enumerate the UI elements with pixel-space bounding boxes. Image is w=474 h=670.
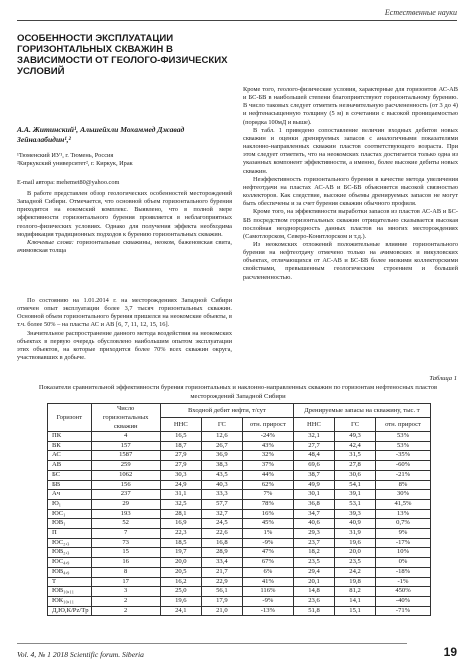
table-row <box>48 538 431 548</box>
horizon-cell: Т <box>48 577 92 587</box>
header-nns: ННС <box>293 418 334 432</box>
left-paragraph: Значительное распространение данного метода воздействия на неокомских объектах в первую очередь обусловлено наибольшим опытом эксплуатации этих объектов, на которые приходится более 70% всех скважин округа, участвовавших в добыче. <box>17 329 232 362</box>
header-well-count: Число горизонтальных скважин <box>91 404 160 432</box>
table-cell: 24,1 <box>160 606 201 616</box>
table-cell: 34,7 <box>293 509 334 519</box>
table-cell: 14,8 <box>293 587 334 597</box>
table-cell: -18% <box>376 567 431 577</box>
table-cell: 17 <box>91 577 160 587</box>
table-cell: 69,6 <box>293 461 334 471</box>
table-cell: 39,3 <box>335 509 376 519</box>
abstract-text: В работе представлен обзор геологических особенностей месторождений Западной Сибири. Отмечается, что основной объем горизонтального бурения приходится на еокомский комплекс. Выявлено, что в полной мере эффективности горизонтального бурения проявляется в неблагоприятных геолого-физических условиях. Однако для получения эффекта необходима модификация традиционных подходов к бурению горизонтальных скважин. <box>17 190 232 238</box>
table-cell: 30% <box>376 490 431 500</box>
table-cell: 22,3 <box>160 529 201 539</box>
table-cell: 23,7 <box>293 538 334 548</box>
table-cell: 31,9 <box>335 529 376 539</box>
table-cell: 31,1 <box>160 490 201 500</box>
table-row <box>48 567 431 577</box>
table-row <box>48 451 431 461</box>
affiliations <box>17 152 232 169</box>
table-row <box>48 587 431 597</box>
table-cell: -71% <box>376 606 431 616</box>
right-paragraph: Кроме того, на эффективности выработки запасов из пластов АС-АВ и БС-БВ посредством горизонтальных скважин отрицательно сказывается высокая послойная неоднородность данных пластов на многих месторождениях (Самотлорском, Северо-Конитлорском и т.д.). <box>243 208 458 240</box>
table-cell: 6% <box>242 567 293 577</box>
table-cell: 3 <box>91 587 160 597</box>
table-cell: 16,8 <box>201 538 242 548</box>
table-row <box>48 470 431 480</box>
table-cell: 450% <box>376 587 431 597</box>
table-cell: -9% <box>242 538 293 548</box>
header-horizon: Горизонт <box>48 404 92 432</box>
table-cell: 45% <box>242 519 293 529</box>
body-right-column <box>243 86 458 282</box>
table-cell: 18,2 <box>293 548 334 558</box>
table-cell: 41% <box>242 577 293 587</box>
article-authors: А.А. Житинский¹, Альшейхли Мохаммед Джавад Зейналабидин¹,² <box>17 125 185 144</box>
affiliation-2: ²Киркукский университет², г. Киркук, Ирак <box>17 160 133 168</box>
table-cell: 43% <box>242 441 293 451</box>
keywords-label: Ключевые слова: <box>27 238 74 246</box>
table-row <box>48 519 431 529</box>
table-label: Таблица 1 <box>429 375 457 382</box>
horizon-cell: ЮВ₁₀,₁₁ <box>48 587 92 597</box>
table-cell: 78% <box>242 499 293 509</box>
horizon-cell: ЮС₄,₉ <box>48 558 92 568</box>
table-row <box>48 509 431 519</box>
table-cell: 7 <box>91 529 160 539</box>
table-row <box>48 490 431 500</box>
efficiency-table <box>47 403 431 616</box>
table-cell: -40% <box>376 596 431 606</box>
table-cell: 49,3 <box>335 432 376 442</box>
table-cell: 81,2 <box>335 587 376 597</box>
table-cell: 27,9 <box>160 461 201 471</box>
table-cell: 37% <box>242 461 293 471</box>
table-cell: 8 <box>91 567 160 577</box>
table-cell: 21,0 <box>201 606 242 616</box>
table-cell: 9% <box>376 529 431 539</box>
table-cell: 29,4 <box>293 567 334 577</box>
table-cell: 1062 <box>91 470 160 480</box>
table-cell: 32,7 <box>201 509 242 519</box>
horizon-cell: ЮС₂,₃ <box>48 538 92 548</box>
horizon-cell: ЮВ₁ <box>48 519 92 529</box>
table-cell: 30,3 <box>160 470 201 480</box>
footer-citation: Vol. 4, № 1 2018 Scientific forum. Siberia <box>17 650 144 659</box>
body-left-column <box>17 297 232 362</box>
horizon-cell: ВК <box>48 441 92 451</box>
table-cell: 29,3 <box>293 529 334 539</box>
table-cell: 54,1 <box>335 480 376 490</box>
keywords-text: горизонтальные скважины, неоком, баженовская свита, ачимовская толща <box>17 238 232 255</box>
horizon-cell: АС <box>48 451 92 461</box>
journal-section-header: Естественные науки <box>384 8 457 17</box>
table-cell: 19,8 <box>335 577 376 587</box>
table-cell: 67% <box>242 558 293 568</box>
right-paragraph: Из неокомских отложений положительные влияние горизонтального бурения на нефтеотдачу отмечено только на ачимовских и викуловских объектах, отличающихся от АС-АВ и БС-БВ более низкими коллекторскими свойствами, превышенным геологическим строением и большей расчлененностью. <box>243 240 458 281</box>
table-row <box>48 499 431 509</box>
table-cell: 49,9 <box>293 480 334 490</box>
table-cell: 47% <box>242 548 293 558</box>
table-cell: 44% <box>242 470 293 480</box>
table-cell: 16% <box>242 509 293 519</box>
table-cell: 157 <box>91 441 160 451</box>
table-cell: 14,1 <box>335 596 376 606</box>
table-cell: 41,5% <box>376 499 431 509</box>
table-row <box>48 577 431 587</box>
table-cell: 1% <box>242 529 293 539</box>
table-cell: 27,8 <box>335 461 376 471</box>
table-row <box>48 548 431 558</box>
table-cell: 23,5 <box>335 558 376 568</box>
table-cell: -1% <box>376 577 431 587</box>
table-cell: 53,1 <box>335 499 376 509</box>
article-title: ОСОБЕННОСТИ ЭКСПЛУАТАЦИИ ГОРИЗОНТАЛЬНЫХ СКВАЖИН В ЗАВИСИМОСТИ ОТ ГЕОЛОГО-ФИЗИЧЕСКИХ УСЛОВИЙ <box>17 33 228 77</box>
table-row <box>48 441 431 451</box>
left-paragraph: По состоянию на 1.01.2014 г. на месторождениях Западной Сибири отмечен опыт эксплуатации более 3,7 тысяч горизонтальных скважин. Основной объем горизонтального бурения пришелся на неокомские объекты, в т.ч. более 50% – на пласты АС и АВ [6, 7, 11, 12, 15, 16]. <box>17 297 232 329</box>
table-cell: 24,9 <box>160 480 201 490</box>
table-cell: 2 <box>91 606 160 616</box>
table-cell: 25,0 <box>160 587 201 597</box>
table-cell: 53% <box>376 441 431 451</box>
table-cell: 32,5 <box>160 499 201 509</box>
table-cell: 73 <box>91 538 160 548</box>
table-cell: 16,5 <box>160 432 201 442</box>
table-cell: 40,6 <box>293 519 334 529</box>
table-cell: 2 <box>91 596 160 606</box>
table-cell: 16,9 <box>160 519 201 529</box>
header-rule <box>17 20 457 21</box>
page-number: 19 <box>443 645 457 659</box>
table-cell: 32% <box>242 451 293 461</box>
table-cell: 7% <box>242 490 293 500</box>
table-cell: 23,6 <box>293 596 334 606</box>
table-cell: 48,4 <box>293 451 334 461</box>
table-cell: 0,7% <box>376 519 431 529</box>
table-cell: 51,8 <box>293 606 334 616</box>
table-row <box>48 461 431 471</box>
abstract-block <box>17 190 232 255</box>
table-cell: -24% <box>242 432 293 442</box>
horizon-cell: ЮВ₂,₃ <box>48 548 92 558</box>
header-reserves-group: Дренируемые запасы на скважину, тыс. т <box>293 404 430 418</box>
table-cell: 38,7 <box>293 470 334 480</box>
horizon-cell: Ю₁ <box>48 499 92 509</box>
table-cell: 56,1 <box>201 587 242 597</box>
header-gs: ГС <box>335 418 376 432</box>
keywords-line <box>17 239 232 255</box>
table-cell: 28,1 <box>160 509 201 519</box>
table-cell: 22,9 <box>201 577 242 587</box>
table-cell: 33,4 <box>201 558 242 568</box>
table-cell: 36,8 <box>293 499 334 509</box>
table-cell: 8% <box>376 480 431 490</box>
table-cell: 57,7 <box>201 499 242 509</box>
table-cell: 42,4 <box>335 441 376 451</box>
table-cell: 31,5 <box>335 451 376 461</box>
table-cell: -9% <box>242 596 293 606</box>
table-cell: 28,9 <box>201 548 242 558</box>
table-cell: 19,6 <box>335 538 376 548</box>
table-caption: Показатели сравнительной эффективности бурения горизонтальных и наклонно-направленных скважин по горизонтам нефтеносных пластов месторождений Западной Сибири <box>38 384 438 400</box>
right-paragraph: В табл. 1 приведено сопоставление величин входных дебитов новых скважин и оценки дренируемых запасов с аналогичными показателями наклонно-направленных скважин пластов соответствующего возраста. При этом следует отметить, что на неокомских пластах достигается только одна из указанных компонент эффективности, а именно, более высокие дебиты новых скважин. <box>243 126 458 175</box>
table-cell: 30,1 <box>293 490 334 500</box>
table-cell: 13% <box>376 509 431 519</box>
table-cell: 20,5 <box>160 567 201 577</box>
table-cell: 52 <box>91 519 160 529</box>
table-cell: 16 <box>91 558 160 568</box>
table-cell: 39,1 <box>335 490 376 500</box>
footer-rule <box>17 643 407 644</box>
affiliation-1: ¹Тюменский ИУ¹, г. Тюмень, Россия <box>17 152 114 159</box>
table-cell: 259 <box>91 461 160 471</box>
table-cell: -17% <box>376 538 431 548</box>
table-row <box>48 432 431 442</box>
table-cell: 17,9 <box>201 596 242 606</box>
table-row <box>48 596 431 606</box>
author-email: E-mail автора: mehemet80@yahoo.com <box>17 179 120 186</box>
table-cell: 15,1 <box>335 606 376 616</box>
header-gs: ГС <box>201 418 242 432</box>
table-cell: 36,9 <box>201 451 242 461</box>
table-cell: 1587 <box>91 451 160 461</box>
table-cell: -21% <box>376 470 431 480</box>
table-cell: 24,2 <box>335 567 376 577</box>
table-cell: 27,7 <box>293 441 334 451</box>
horizon-cell: Д,Ю,К/Pz/Tр <box>48 606 92 616</box>
table-cell: 22,6 <box>201 529 242 539</box>
header-growth: отн. прирост <box>242 418 293 432</box>
horizon-cell: ЮС₁ <box>48 509 92 519</box>
table-cell: 16,2 <box>160 577 201 587</box>
table-cell: 62% <box>242 480 293 490</box>
table-cell: 40,9 <box>335 519 376 529</box>
horizon-cell: Ач <box>48 490 92 500</box>
table-cell: 19,7 <box>160 548 201 558</box>
table-cell: 43,5 <box>201 470 242 480</box>
table-cell: 12,6 <box>201 432 242 442</box>
table-cell: 18,5 <box>160 538 201 548</box>
horizon-cell: БС <box>48 470 92 480</box>
table-cell: 33,3 <box>201 490 242 500</box>
table-cell: 20,1 <box>293 577 334 587</box>
table-cell: 0% <box>376 558 431 568</box>
horizon-cell: ЮВ₄,₉ <box>48 567 92 577</box>
table-cell: 23,5 <box>293 558 334 568</box>
table-cell: 53% <box>376 432 431 442</box>
table-cell: 32,1 <box>293 432 334 442</box>
horizon-cell: ЮК₁₀,₁₁ <box>48 596 92 606</box>
table-cell: -35% <box>376 451 431 461</box>
table-cell: 193 <box>91 509 160 519</box>
table-cell: 116% <box>242 587 293 597</box>
table-cell: 40,3 <box>201 480 242 490</box>
horizon-cell: П <box>48 529 92 539</box>
table-cell: 30,6 <box>335 470 376 480</box>
table-cell: 20,0 <box>160 558 201 568</box>
table-cell: 24,5 <box>201 519 242 529</box>
table-row <box>48 558 431 568</box>
table-body <box>48 432 431 616</box>
table-cell: 10% <box>376 548 431 558</box>
table-row <box>48 529 431 539</box>
horizon-cell: АВ <box>48 461 92 471</box>
table-cell: 237 <box>91 490 160 500</box>
table-cell: 4 <box>91 432 160 442</box>
table-cell: 156 <box>91 480 160 490</box>
table-cell: -60% <box>376 461 431 471</box>
table-cell: -13% <box>242 606 293 616</box>
horizon-cell: ПК <box>48 432 92 442</box>
right-paragraph: Кроме того, геолого-физические условия, характерные для горизонтов АС-АВ и БС-БВ в наибольшей степени благоприятствуют горизонтальному бурению. В число таковых следует отметить незначительную расчлененность (от 3 до 4) и нефтенасыщенную толщину (5 м) в сочетании с высокой проницаемостью (порядка 100мД и выше). <box>243 86 458 126</box>
table-cell: 20,0 <box>335 548 376 558</box>
table-cell: 19,6 <box>160 596 201 606</box>
table-cell: 27,9 <box>160 451 201 461</box>
header-debit-group: Входной дебит нефти, т/сут <box>160 404 293 418</box>
table-cell: 38,3 <box>201 461 242 471</box>
table-cell: 26,7 <box>201 441 242 451</box>
table-row <box>48 480 431 490</box>
table-cell: 18,7 <box>160 441 201 451</box>
table-cell: 15 <box>91 548 160 558</box>
header-nns: ННС <box>160 418 201 432</box>
table-cell: 21,7 <box>201 567 242 577</box>
table-cell: 29 <box>91 499 160 509</box>
horizon-cell: БВ <box>48 480 92 490</box>
table-row <box>48 606 431 616</box>
header-growth: отн. прирост <box>376 418 431 432</box>
right-paragraph: Неэффективность горизонтального бурения в качестве метода увеличения нефтеотдачи на пластах АС-АВ и БС-БВ объясняется высокой связностью коллекторов. Как следствие, высокие объемы дренируемых запасов не могут быть обеспечены и за счет бурения скважин обычного профиля. <box>243 175 458 208</box>
